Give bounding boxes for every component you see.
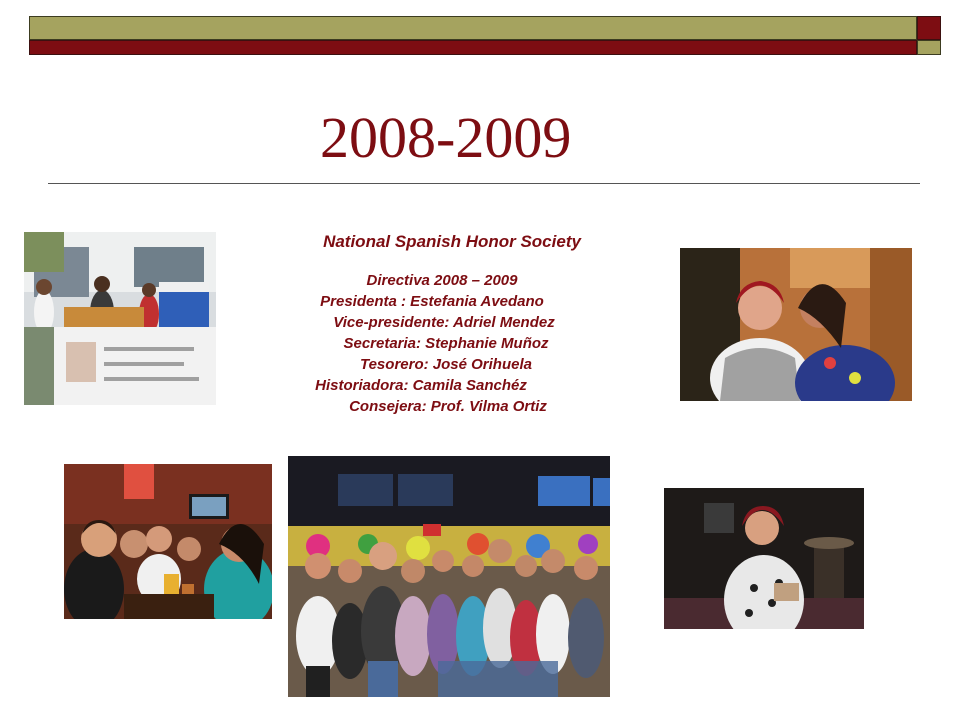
officer-line: Historiadora: Camila Sanchéz bbox=[315, 377, 527, 394]
header-bar-maroon bbox=[29, 40, 917, 55]
photo-restaurant-group bbox=[64, 464, 272, 619]
officer-line: Directiva 2008 – 2009 bbox=[366, 272, 518, 289]
officer-line: Tesorero: José Orihuela bbox=[359, 356, 532, 373]
officer-line: Presidenta : Estefania Avedano bbox=[320, 293, 544, 310]
header-square-maroon bbox=[917, 16, 941, 40]
society-name: National Spanish Honor Society bbox=[323, 232, 581, 251]
photo-woman-seated bbox=[664, 488, 864, 629]
officer-line: Consejera: Prof. Vilma Ortiz bbox=[349, 398, 547, 415]
photo-outdoor-table bbox=[24, 232, 216, 405]
header-square-olive bbox=[917, 40, 941, 55]
officer-line: Vice-presidente: Adriel Mendez bbox=[333, 314, 555, 331]
slide-title: 2008-2009 bbox=[320, 105, 572, 170]
header-bar-olive bbox=[29, 16, 917, 40]
title-divider bbox=[48, 183, 920, 184]
photo-bowling-group bbox=[288, 456, 610, 697]
officer-line: Secretaria: Stephanie Muñoz bbox=[343, 335, 549, 352]
officer-list bbox=[240, 230, 640, 417]
photo-two-women bbox=[680, 248, 912, 401]
